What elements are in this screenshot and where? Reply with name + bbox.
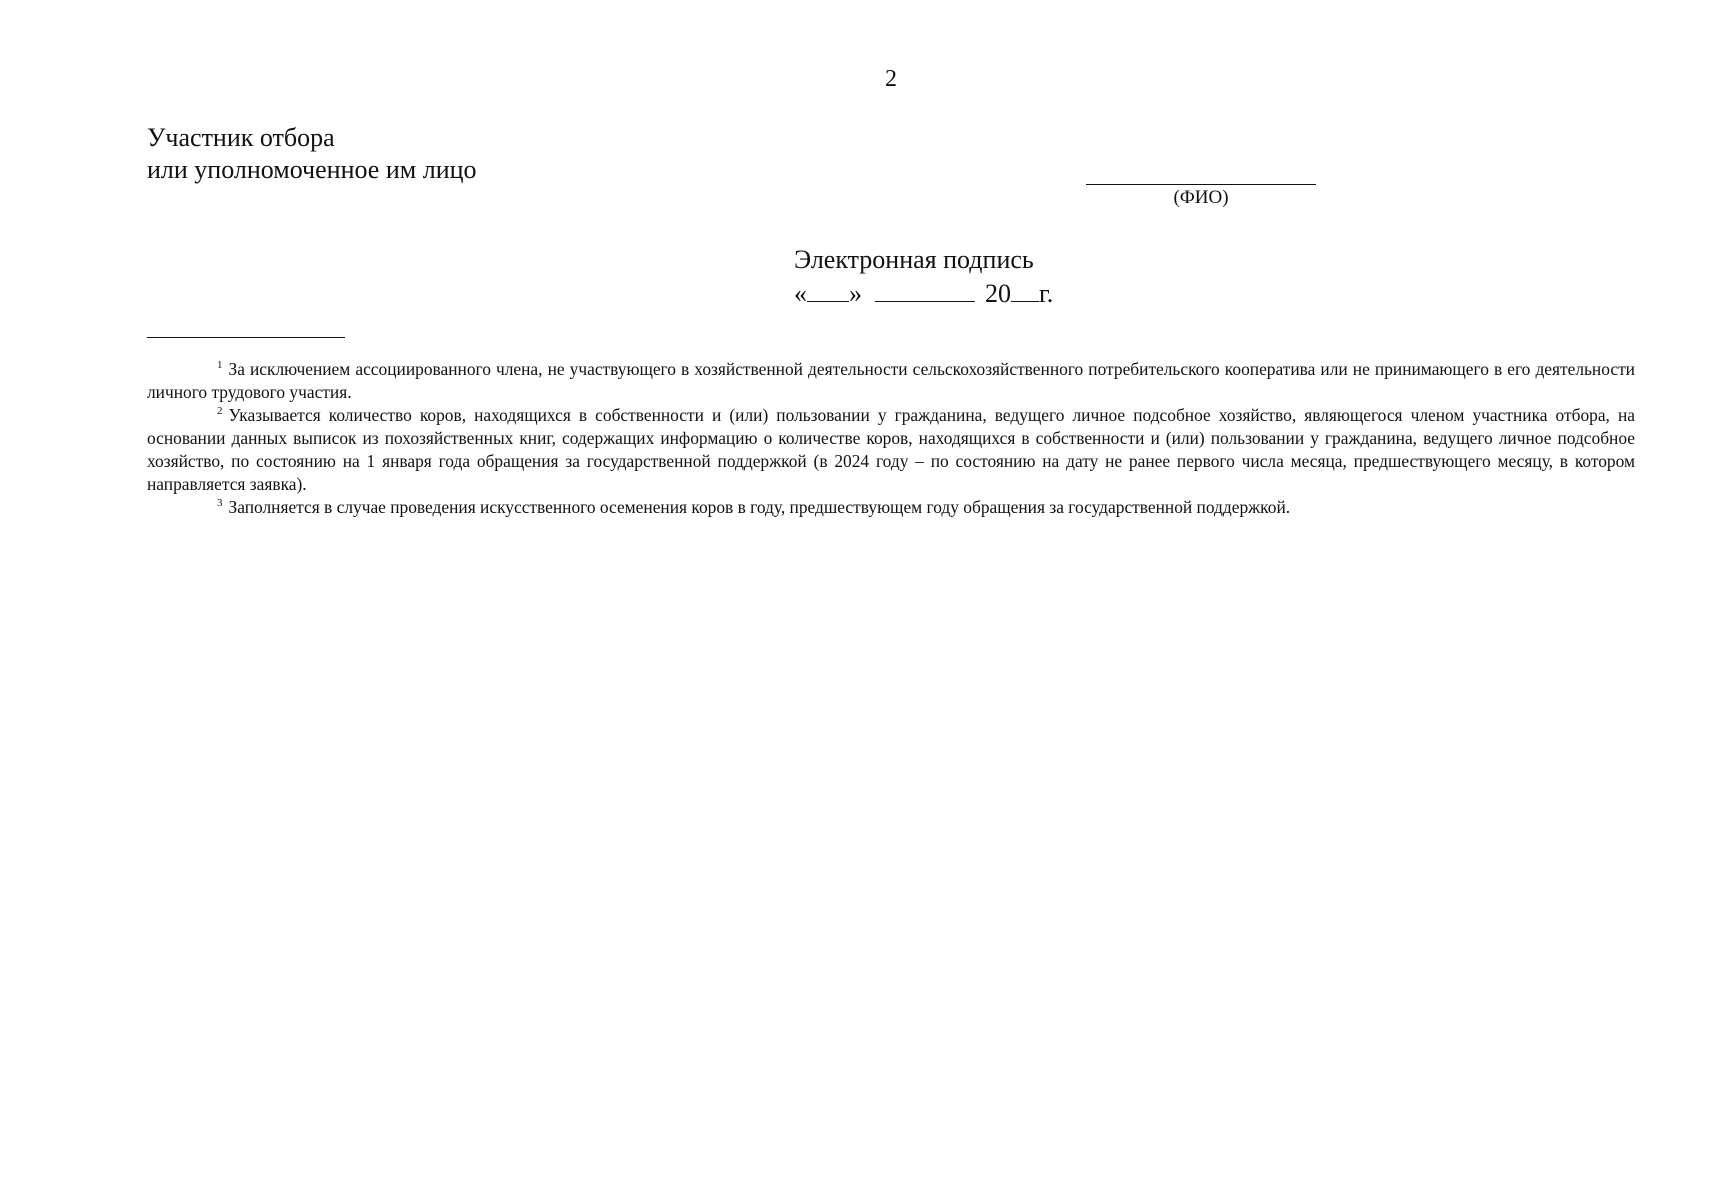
date-close-quote: » xyxy=(849,279,862,308)
footnote-1-text: За исключением ассоциированного члена, не участвующего в хозяйственной деятельности сельскохозяйственного потребительского кооператива или не принимающего в его деятельности личного трудового участия. xyxy=(147,359,1635,402)
page-number: 2 xyxy=(885,66,897,92)
footnotes xyxy=(147,358,1635,519)
year-suffix: г. xyxy=(1039,279,1054,308)
footnote-1 xyxy=(147,358,1635,404)
participant-line-1: Участник отбора xyxy=(147,123,335,152)
fio-signature-line xyxy=(1086,184,1316,185)
footnote-2 xyxy=(147,404,1635,496)
footnote-3 xyxy=(147,496,1635,519)
date-open-quote: « xyxy=(794,279,807,308)
participant-block xyxy=(147,122,477,186)
electronic-signature-label: Электронная подпись xyxy=(794,245,1034,274)
day-blank xyxy=(807,279,849,302)
fio-label: (ФИО) xyxy=(1173,187,1229,208)
month-blank xyxy=(875,279,975,302)
footnote-1-mark: 1 xyxy=(217,359,223,371)
fio-block xyxy=(1085,152,1317,209)
footnote-2-text: Указывается количество коров, находящихся в собственности и (или) пользовании у гражданина, ведущего личное подсобное хозяйство, являющегося членом участника отбора, на основании данных выписок из похозяйственных книг, содержащих информацию о количестве коров, находящихся в собственности и (или) пользовании у гражданина, ведущего личное подсобное хозяйство, по состоянию на 1 января года обращения за государственной поддержкой (в 2024 году – по состоянию на дату не ранее первого числа месяца, предшествующего месяцу, в котором направляется заявка). xyxy=(147,405,1635,494)
participant-line-2: или уполномоченное им лицо xyxy=(147,155,477,184)
footnote-3-text: Заполняется в случае проведения искусственного осеменения коров в году, предшествующем году обращения за государственной поддержкой. xyxy=(228,497,1291,517)
footnote-separator xyxy=(147,337,345,338)
year-blank xyxy=(1011,279,1039,302)
footnote-2-mark: 2 xyxy=(217,405,223,417)
date-line xyxy=(794,277,1053,310)
year-prefix: 20 xyxy=(985,279,1011,308)
footnote-3-mark: 3 xyxy=(217,497,223,509)
